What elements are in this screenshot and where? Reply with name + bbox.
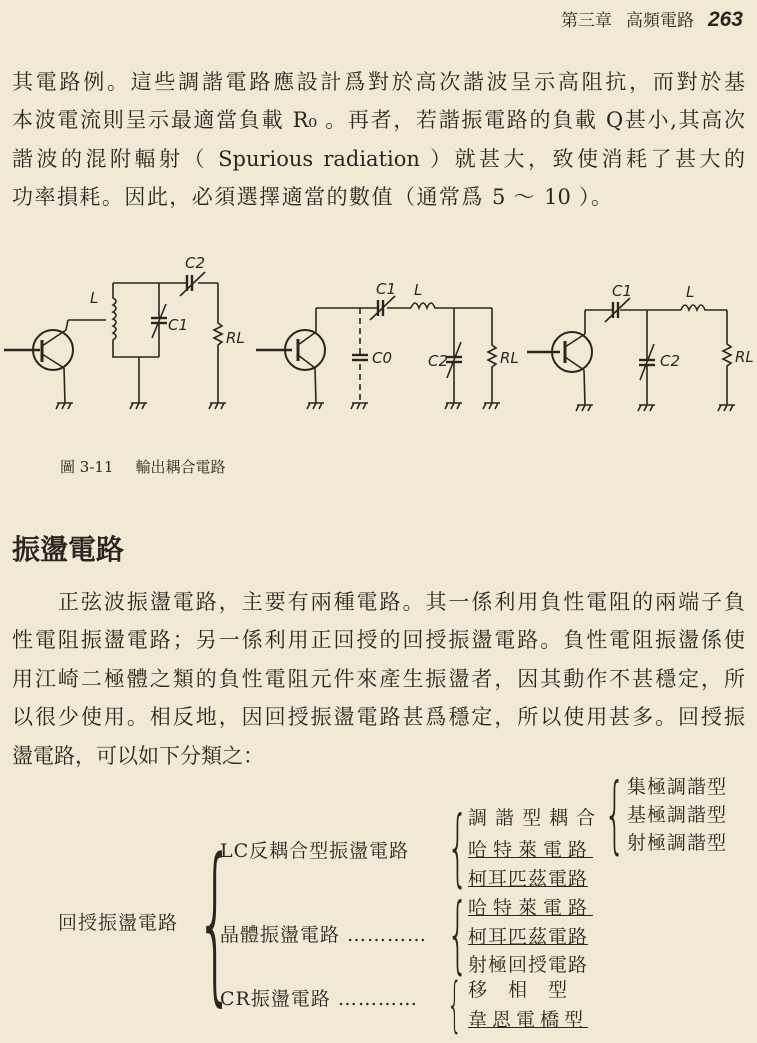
text-line: 諧波的混附輻射（ Spurious radiation ）就甚大，致使消耗了甚大的 bbox=[12, 147, 745, 171]
text-line: 盪電路，可以如下分類之： bbox=[12, 744, 264, 768]
label-C2: C2 bbox=[428, 352, 449, 370]
cr-brace: { bbox=[447, 970, 463, 1040]
label-C1: C1 bbox=[612, 282, 633, 300]
label-L: L bbox=[414, 281, 423, 299]
circuit-1 bbox=[4, 254, 245, 409]
root-brace: { bbox=[196, 821, 235, 1022]
tree-tuned-child: 射極調諧型 bbox=[627, 832, 728, 854]
text-line: 功率損耗。因此，必須選擇適當的數值（通常爲 5 ～ 10 ）。 bbox=[12, 185, 612, 209]
tree-tuned-child: 集極調諧型 bbox=[627, 776, 728, 798]
hartley-underlined: 哈特萊電路 bbox=[468, 897, 594, 919]
text-line: 性電阻振盪電路；另一係利用正回授的回授振盪電路。負性電阻振盪係使 bbox=[12, 628, 745, 652]
label-C0: C0 bbox=[372, 349, 393, 367]
tree-cr-child bbox=[468, 1005, 588, 1032]
label-C2: C2 bbox=[185, 254, 206, 272]
tree-lc: LC反耦合型振盪電路 bbox=[220, 840, 410, 862]
tree-lc-child: 調 諧 型 耦 合 bbox=[468, 807, 597, 829]
label-RL: RL bbox=[226, 329, 245, 347]
section-label: 高頻電路 bbox=[625, 11, 694, 31]
tree-cr: CR振盪電路 ………… bbox=[220, 988, 418, 1010]
colpitts-underlined: 柯耳匹茲電路 bbox=[468, 868, 589, 890]
circuit-2 bbox=[256, 280, 519, 409]
wien-bridge-underlined: 韋恩電橋型 bbox=[468, 1009, 589, 1031]
tree-lc-child bbox=[468, 835, 593, 862]
hartley-underlined: 哈特萊電路 bbox=[468, 839, 594, 861]
figure-title: 輸出耦合電路 bbox=[135, 458, 226, 476]
lc-brace: { bbox=[447, 798, 469, 896]
tree-crystal: 晶體振盪電路 ………… bbox=[220, 924, 428, 946]
tree-crystal-child bbox=[468, 922, 588, 949]
text-line: 以很少使用。相反地，因回授振盪電路甚爲穩定，所以使用甚多。回授振 bbox=[12, 705, 745, 729]
chapter-label: 第三章 bbox=[560, 11, 612, 31]
text-line: 正弦波振盪電路，主要有兩種電路。其一係利用負性電阻的兩端子負 bbox=[58, 590, 745, 614]
label-C1: C1 bbox=[168, 316, 189, 334]
label-RL: RL bbox=[735, 348, 754, 366]
figure-caption bbox=[60, 456, 225, 477]
tree-crystal-child bbox=[468, 893, 593, 920]
tree-root: 回授振盪電路 bbox=[58, 912, 179, 934]
text-line: 其電路例。這些調諧電路應設計爲對於高次諧波呈示高阻抗，而對於基 bbox=[12, 70, 745, 94]
label-L: L bbox=[686, 283, 695, 301]
crystal-brace: { bbox=[447, 885, 469, 983]
label-C1: C1 bbox=[376, 280, 397, 298]
label-C2: C2 bbox=[660, 352, 681, 370]
page-number: 263 bbox=[707, 8, 743, 31]
colpitts-underlined: 柯耳匹茲電路 bbox=[468, 926, 589, 948]
circuit-3 bbox=[527, 282, 754, 411]
figure-number: 圖 3-11 bbox=[60, 458, 114, 476]
tree-tuned-child: 基極調諧型 bbox=[627, 804, 728, 826]
tree-crystal-child: 射極回授電路 bbox=[468, 954, 589, 976]
tree-lc-child bbox=[468, 864, 588, 891]
label-L: L bbox=[90, 289, 99, 307]
tuned-brace: { bbox=[604, 765, 626, 863]
output-coupling-circuits-figure bbox=[0, 0, 757, 440]
tree-cr-child: 移 相 型 bbox=[468, 979, 569, 1001]
text-line: 本波電流則呈示最適當負載 R₀ 。再者，若諧振電路的負載 Q甚小,其高次 bbox=[12, 108, 745, 132]
text-line: 用江崎二極體之類的負性電阻元件來產生振盪者，因其動作不甚穩定，所 bbox=[12, 667, 745, 691]
section-heading: 振盪電路 bbox=[12, 533, 125, 566]
label-RL: RL bbox=[500, 349, 519, 367]
